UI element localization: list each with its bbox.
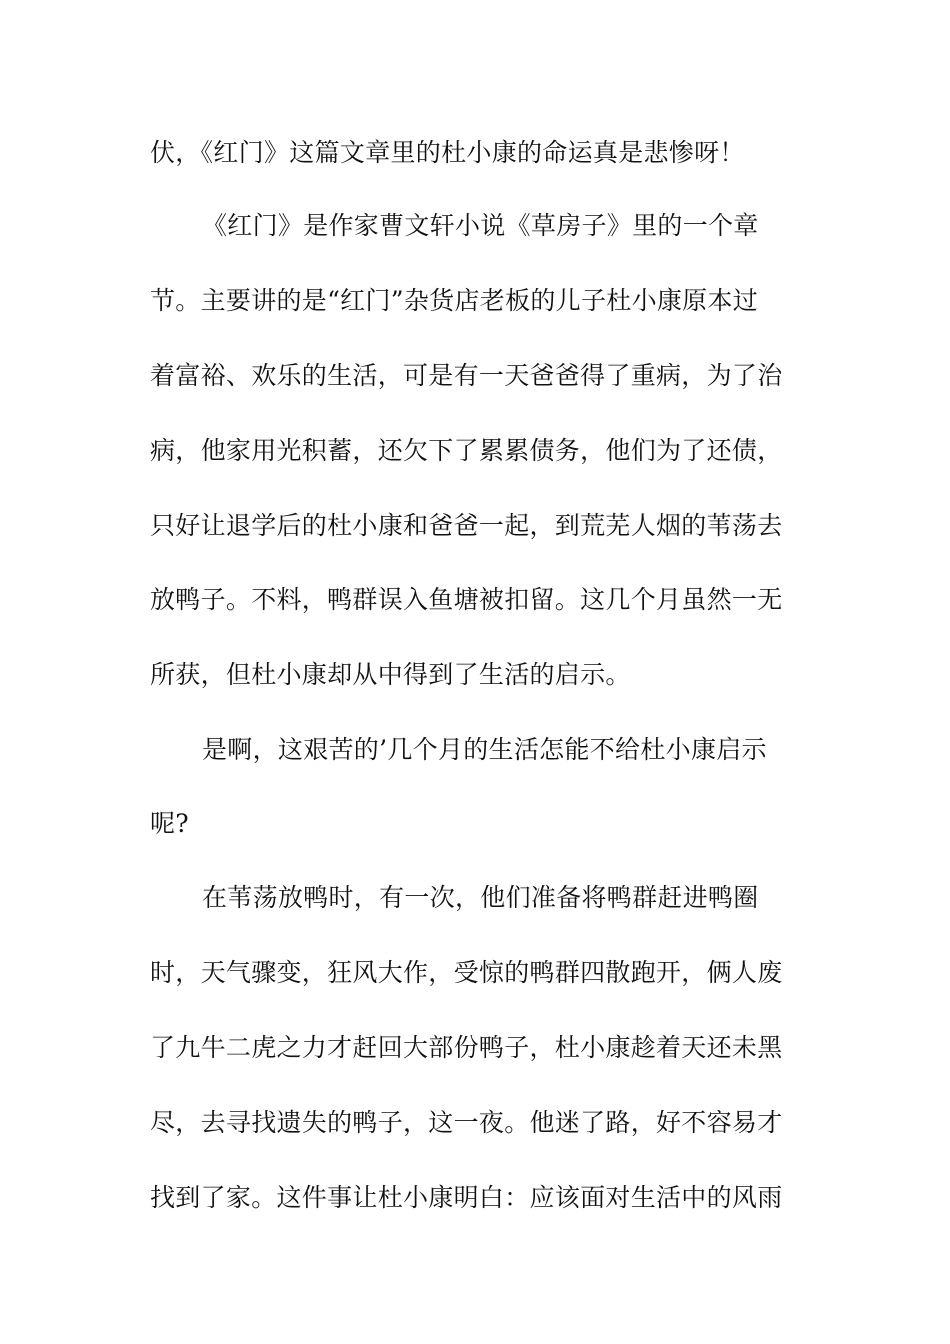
text-line: 呢?: [150, 809, 190, 838]
text-line: 着富裕、欢乐的生活，可是有一天爸爸得了重病，为了治: [150, 361, 783, 390]
text-line: 放鸭子。不料，鸭群误入鱼塘被扣留。这几个月虽然一无: [150, 585, 783, 614]
text-line: 伏，《红门》这篇文章里的杜小康的命运真是悲惨呀！: [150, 138, 745, 167]
text-line: 只好让退学后的杜小康和爸爸一起，到荒芜人烟的苇荡去: [150, 511, 783, 540]
text-line: 尽，去寻找遗失的鸭子，这一夜。他迷了路，好不容易才: [150, 1108, 783, 1137]
paragraph-first-line: 是啊，这艰苦的’几个月的生活怎能不给杜小康启示: [202, 735, 767, 764]
text-line: 病，他家用光积蓄，还欠下了累累债务，他们为了还债，: [150, 436, 783, 465]
text-line: 节。主要讲的是“红门”杂货店老板的儿子杜小康原本过: [150, 286, 759, 315]
text-line: 所获，但杜小康却从中得到了生活的启示。: [150, 660, 631, 689]
paragraph-first-line: 在苇荡放鸭时，有一次，他们准备将鸭群赶进鸭圈: [202, 883, 759, 912]
text-line: 时，天气骤变，狂风大作，受惊的鸭群四散跑开，俩人废: [150, 958, 783, 987]
paragraph-first-line: 《红门》是作家曹文轩小说《草房子》里的一个章: [202, 211, 759, 240]
text-line: 找到了家。这件事让杜小康明白：应该面对生活中的风雨: [150, 1183, 783, 1212]
text-line: 了九牛二虎之力才赶回大部份鸭子，杜小康趁着天还未黑: [150, 1033, 783, 1062]
